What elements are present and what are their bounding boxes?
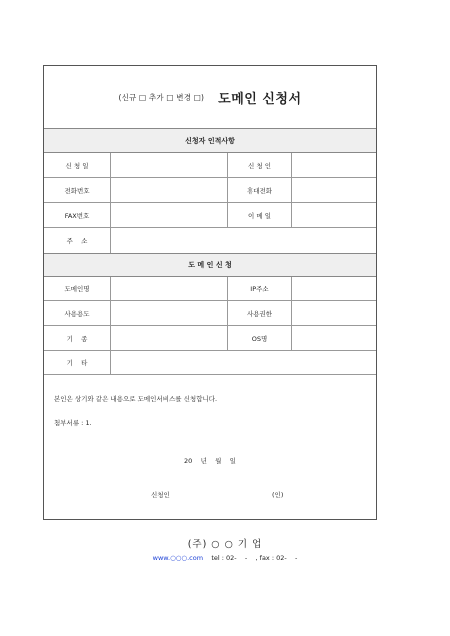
field-domain-name[interactable] [110,277,227,300]
field-usage[interactable] [110,301,227,325]
field-address[interactable] [110,228,378,253]
label-os: OS명 [227,326,291,350]
domain-row-usage [44,301,376,326]
field-apply-date[interactable] [110,153,227,177]
field-phone[interactable] [110,178,227,202]
label-email: 이 메 일 [227,203,291,227]
declaration-statement: 본인은 상기와 같은 내용으로 도메인서비스를 신청합니다. [54,395,218,403]
applicant-row-phone [44,178,376,203]
form-header [44,66,376,128]
label-fax: FAX번호 [64,211,90,220]
label-permission: 사용권한 [227,301,291,325]
field-model[interactable] [110,326,227,350]
company-url[interactable]: www.○○○.com [152,554,204,562]
domain-row-etc [44,351,376,375]
applicant-row-date [44,153,376,178]
company-name: (주) ○ ○ 기 업 [187,539,263,550]
section-applicant-header: 신청자 인적사항 [44,128,376,153]
label-address: 주 소 [66,237,88,245]
label-etc: 기 타 [66,359,88,367]
attachment-line: 첨부서류 : 1. [54,419,92,427]
company-contact [0,554,450,562]
field-fax[interactable] [110,203,227,227]
field-ip-address[interactable] [291,277,378,300]
domain-row-name [44,277,376,301]
label-applicant: 신 청 인 [227,153,291,177]
signer-label: 신청인 [151,491,170,499]
field-mobile[interactable] [291,178,378,202]
label-phone: 전화번호 [64,186,90,195]
seal-mark: (인) [272,491,284,499]
application-form [43,65,377,520]
label-ip-address: IP주소 [227,277,291,300]
field-os[interactable] [291,326,378,350]
company-tel-fax: tel : 02- - , fax : 02- - [211,554,298,562]
date-line: 20 년 월 일 [184,457,236,465]
label-usage: 사용용도 [64,309,90,318]
applicant-row-address [44,228,376,253]
label-domain-name: 도메인명 [64,285,90,293]
label-apply-date: 신 청 일 [65,161,89,170]
label-model: 기 종 [66,334,88,343]
request-type-options: (신규 □ 추가 □ 변경 □) [118,92,205,102]
domain-row-model [44,326,376,351]
applicant-row-fax [44,203,376,228]
section-domain-header: 도 메 인 신 청 [44,253,376,277]
label-mobile: 휴대전화 [227,178,291,202]
field-applicant[interactable] [291,153,378,177]
field-email[interactable] [291,203,378,227]
field-permission[interactable] [291,301,378,325]
field-etc[interactable] [110,351,378,374]
form-title: 도메인 신청서 [218,91,302,107]
